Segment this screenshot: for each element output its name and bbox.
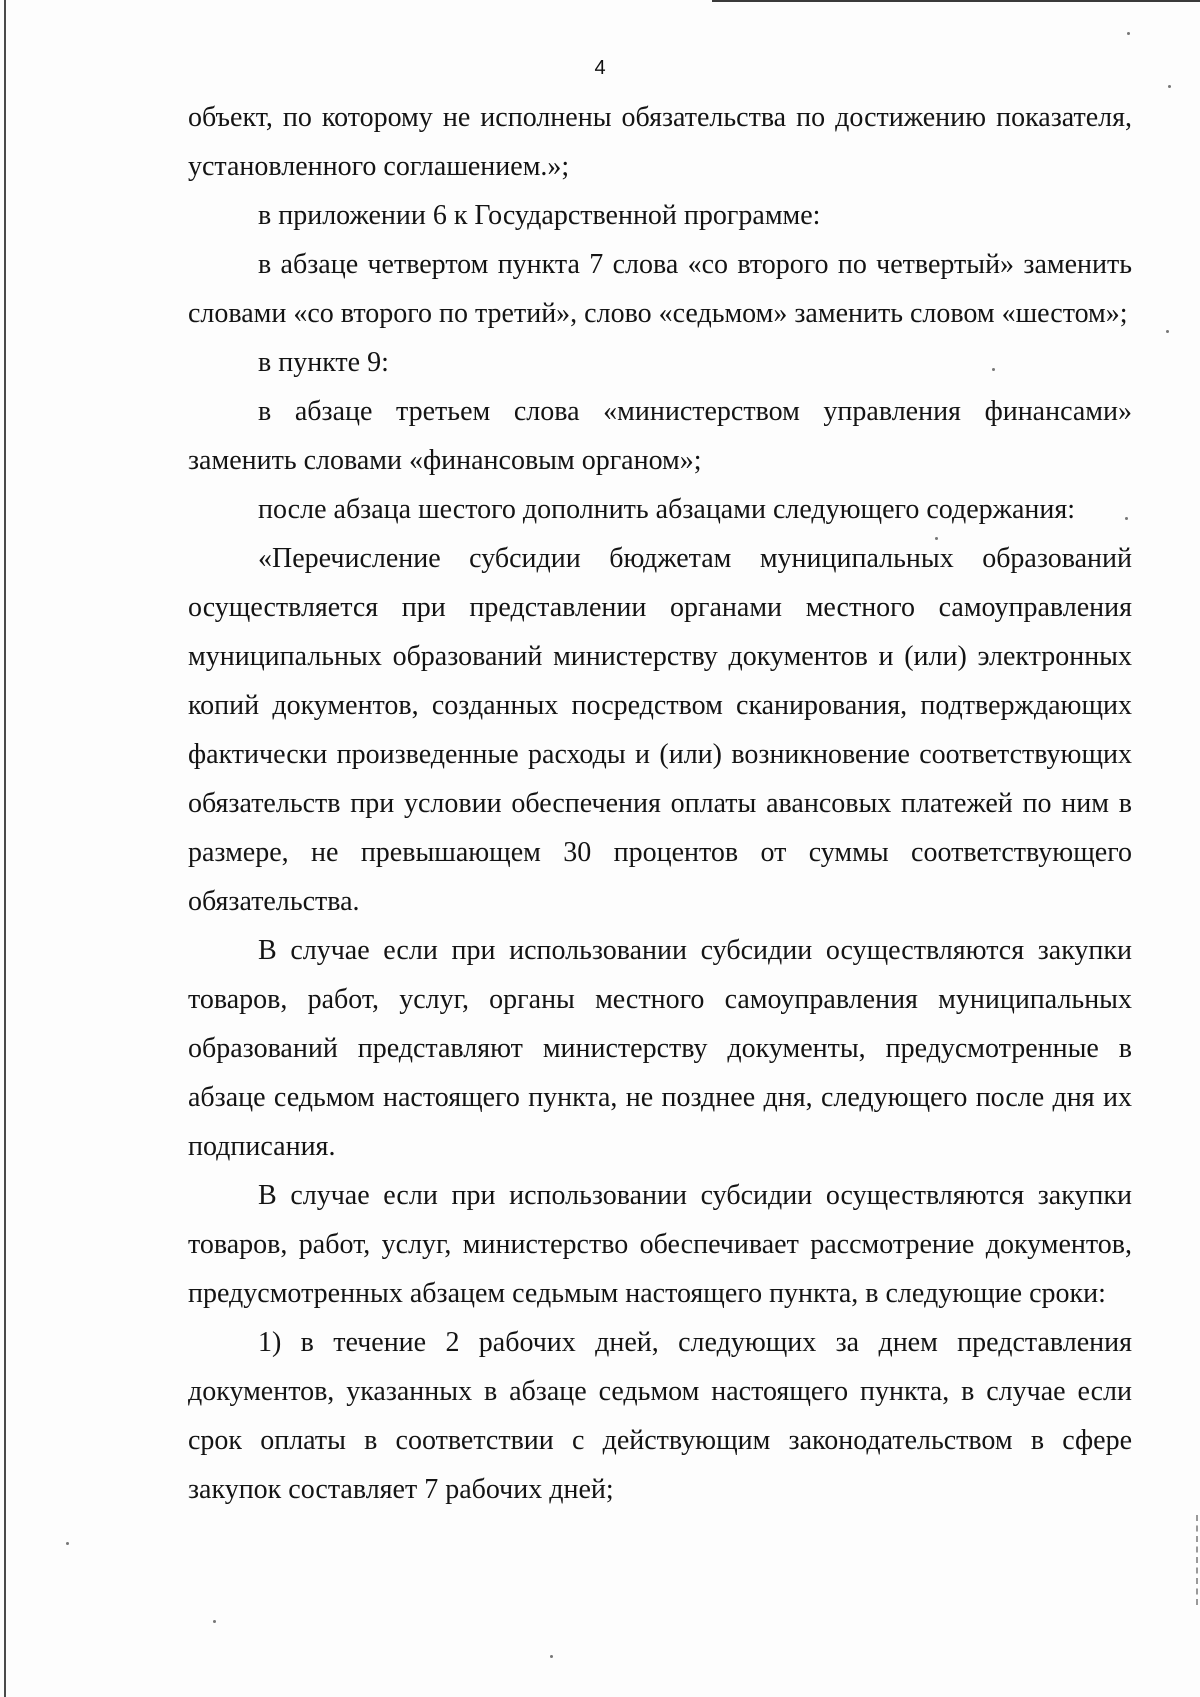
page-number: 4: [594, 57, 606, 79]
paragraph: в абзаце третьем слова «министерством управления финансами» заменить словами «финансовым органом»;: [188, 396, 1132, 476]
scan-right-dashes: [1196, 1515, 1200, 1605]
scan-speck: [213, 1620, 216, 1623]
scan-speck: [550, 1655, 553, 1658]
paragraph: В случае если при использовании субсидии осуществляются закупки товаров, работ, услуг, министерство обеспечивает рассмотрение документов, предусмотренных абзацем седьмым настоящего пункта, в следующие сроки:: [188, 1180, 1132, 1309]
scan-speck: [1127, 32, 1130, 35]
paragraph: в приложении 6 к Государственной программе:: [258, 200, 821, 231]
paragraph: объект, по которому не исполнены обязательства по достижению показателя, установленного соглашением.»;: [188, 102, 1132, 182]
paragraph: в пункте 9:: [258, 347, 389, 378]
paragraph: В случае если при использовании субсидии осуществляются закупки товаров, работ, услуг, органы местного самоуправления муниципальных образований представляют министерству документы, предусмотренные в абзаце седьмом настоящего пункта, не позднее дня, следующего после дня их подписания.: [188, 935, 1132, 1162]
paragraph: 1) в течение 2 рабочих дней, следующих за днем представления документов, указанных в абзаце седьмом настоящего пункта, в случае если срок оплаты в соответствии с действующим законодательством в сфере закупок составляет 7 рабочих дней;: [188, 1327, 1132, 1505]
paragraph: в абзаце четвертом пункта 7 слова «со второго по четвертый» заменить словами «со второго по третий», слово «седьмом» заменить словом «шестом»;: [188, 249, 1132, 329]
scan-speck: [1168, 85, 1171, 88]
paragraph: после абзаца шестого дополнить абзацами следующего содержания:: [258, 494, 1076, 525]
scan-speck: [66, 1542, 69, 1545]
scan-left-edge: [4, 0, 6, 1697]
paragraph: «Перечисление субсидии бюджетам муниципальных образований осуществляется при представлении органами местного самоуправления муниципальных образований министерству документов и (или) электронных копий документов, созданных посредством сканирования, подтверждающих фактически произведенные расходы и (или) возникновение соответствующих обязательств при условии обеспечения оплаты авансовых платежей по ним в размере, не превышающем 30 процентов от суммы соответствующего обязательства.: [188, 543, 1132, 917]
scan-speck: [1166, 330, 1169, 333]
document-body: [188, 93, 1132, 1514]
scan-top-edge: [712, 0, 1200, 2]
